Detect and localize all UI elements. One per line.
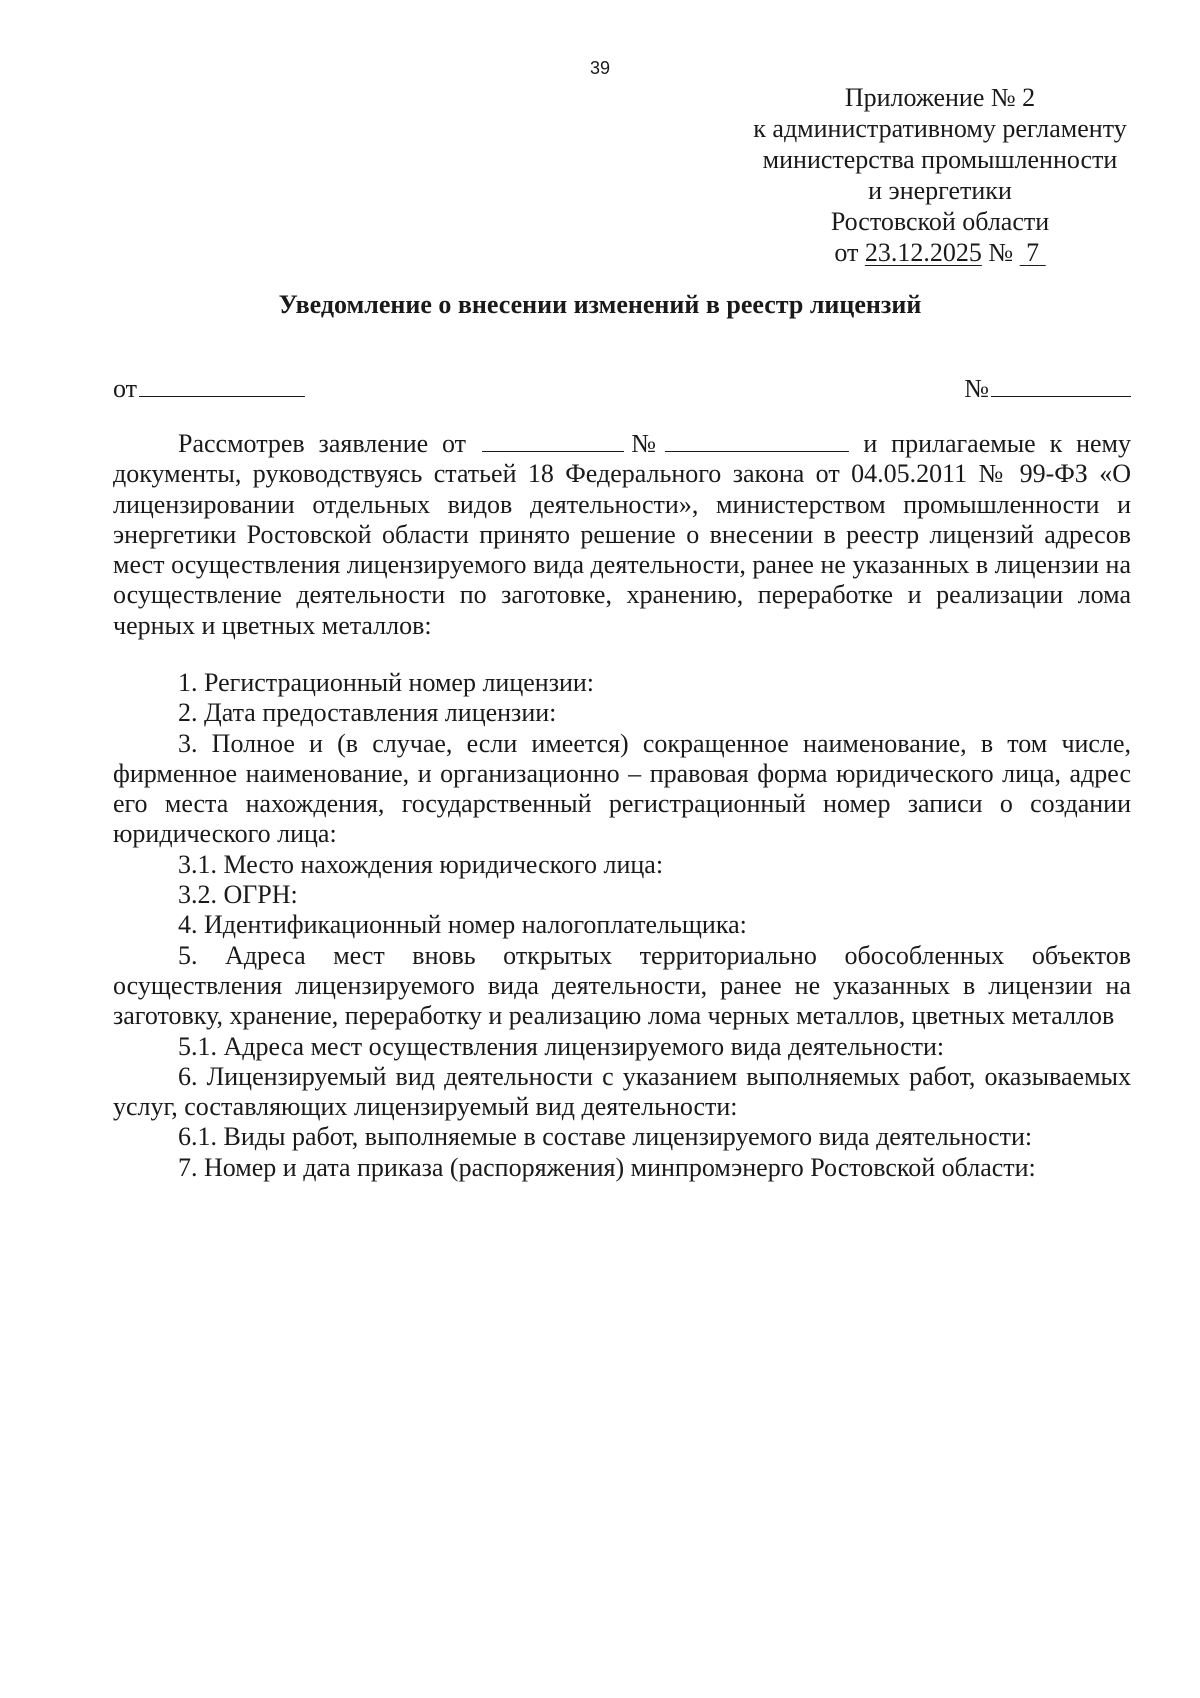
appendix-title: Приложение № 2 (844, 83, 1036, 112)
appendix-line-region: Ростовской области (830, 207, 1050, 236)
list-item: 7. Номер и дата приказа (распоряжения) минпромэнерго Ростовской области: (178, 1152, 1036, 1182)
appendix-line-regulation: к административному регламенту (753, 114, 1127, 143)
appendix-date: 23.12.2025 (864, 238, 982, 267)
application-date-blank (482, 429, 624, 452)
intro-part1: Рассмотрев заявление от (178, 429, 467, 458)
notice-items-list (113, 668, 1131, 1183)
appendix-date-line (730, 237, 1150, 268)
from-label: от (113, 374, 138, 403)
list-item: 5.1. Адреса мест осуществления лицензируемого вида деятельности: (178, 1031, 945, 1061)
appendix-date-prefix: от (834, 238, 859, 267)
from-date-blank (139, 374, 305, 397)
list-item: 3.1. Место нахождения юридического лица: (178, 849, 664, 879)
list-item: 4. Идентификационный номер налогоплательщика: (178, 910, 747, 940)
notice-header-fields (113, 374, 1131, 408)
list-item: 6. Лицензируемый вид деятельности с указанием выполняемых работ, оказываемых услуг, составляющих лицензируемый вид деятельности: (113, 1061, 1131, 1122)
appendix-line-ministry: министерства промышленности (762, 145, 1118, 174)
appendix-line-energy: и энергетики (868, 176, 1012, 205)
page-number: 39 (589, 58, 611, 78)
application-number-blank (665, 429, 849, 452)
appendix-header (730, 82, 1150, 268)
document-title: Уведомление о внесении изменений в реестр лицензий (278, 290, 922, 319)
from-date-field (113, 374, 305, 404)
notice-number-field (964, 374, 1131, 404)
intro-text (113, 429, 1131, 641)
list-item: 3.2. ОГРН: (178, 880, 298, 910)
list-item: 1. Регистрационный номер лицензии: (178, 668, 595, 697)
notice-number-blank (991, 374, 1131, 397)
intro-paragraph (113, 429, 1131, 641)
list-item: 3. Полное и (в случае, если имеется) сокращенное наименование, в том числе, фирменное наименование, и организационно – правовая форма юридического лица, адрес его места нахождения, государственный регистрационный номер записи о создании юридического лица: (113, 728, 1131, 849)
intro-number-sign: № (623, 429, 664, 458)
intro-part2: и прилагаемые к нему документы, руководствуясь статьей 18 Федерального закона от 04.05.2011 № 99-ФЗ «О лицензировании отдельных видов деятельности», министерством промышленности и энергетики Ростовской области принято решение о внесении в реестр лицензий адресов мест осуществления лицензируемого вида деятельности, ранее не указанных в лицензии на осуществление деятельности по заготовке, хранению, переработке и реализации лома черных и цветных металлов: (113, 429, 1131, 640)
appendix-number-sign: № (988, 238, 1014, 267)
number-label: № (964, 374, 989, 403)
list-item: 6.1. Виды работ, выполняемые в составе лицензируемого вида деятельности: (178, 1122, 1033, 1152)
list-item: 2. Дата предоставления лицензии: (178, 698, 557, 728)
list-item: 5. Адреса мест вновь открытых территориально обособленных объектов осуществления лицензируемого вида деятельности, ранее не указанных в лицензии на заготовку, хранение, переработку и реализацию лома черных металлов, цветных металлов (113, 940, 1131, 1031)
appendix-number: 7 (1026, 238, 1040, 267)
